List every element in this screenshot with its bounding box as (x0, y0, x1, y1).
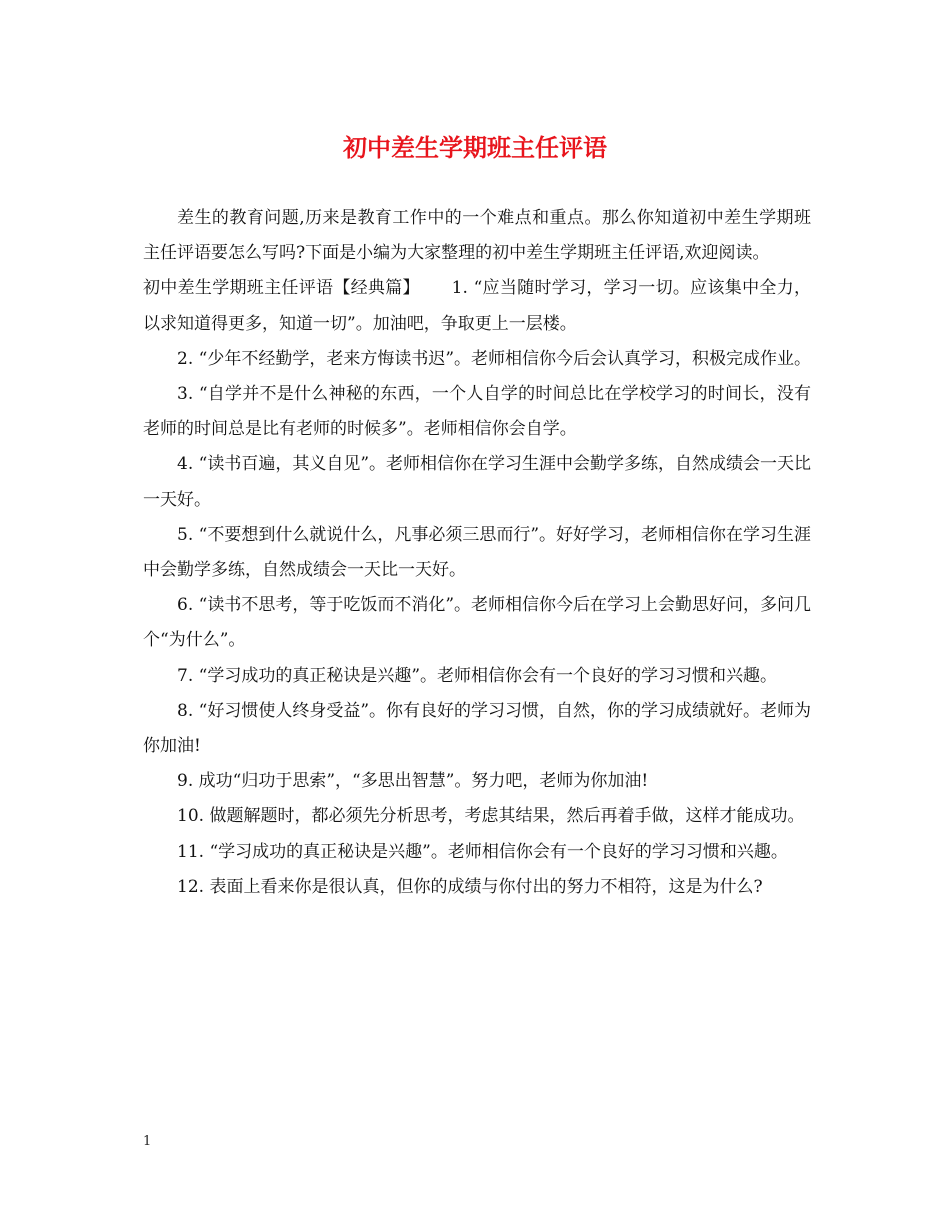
page-number: 1 (143, 1134, 152, 1149)
document-title: 初中差生学期班主任评语 (343, 133, 607, 162)
comment-item-10: 10. 做题解题时，都必须先分析思考，考虑其结果，然后再着手做，这样才能成功。 (177, 806, 805, 827)
comment-item-2: 2. “少年不经勤学，老来方悔读书迟”。老师相信你今后会认真学习，积极完成作业。 (177, 348, 812, 369)
section-heading-paragraph: 初中差生学期班主任评语【经典篇】 1. “应当随时学习，学习一切。应该集中全力，以求知道得更多，知道一切”。加油吧，争取更上一层楼。 (143, 278, 811, 334)
comment-item-11: 11. “学习成功的真正秘诀是兴趣”。老师相信你会有一个良好的学习习惯和兴趣。 (177, 841, 788, 862)
comment-item-8: 8. “好习惯使人终身受益”。你有良好的学习习惯，自然，你的学习成绩就好。老师为你加油! (143, 700, 812, 757)
comment-item-9: 9. 成功“归功于思索”，“多思出智慧”。努力吧，老师为你加油! (177, 771, 649, 792)
comment-item-12: 12. 表面上看来你是很认真，但你的成绩与你付出的努力不相符，这是为什么? (177, 876, 763, 897)
comment-item-7: 7. “学习成功的真正秘诀是兴趣”。老师相信你会有一个良好的学习习惯和兴趣。 (177, 665, 778, 686)
comment-item-6: 6. “读书不思考，等于吃饭而不消化”。老师相信你今后在学习上会勤思好问，多问几个“为什么”。 (143, 595, 812, 651)
document-body (143, 201, 811, 905)
intro-paragraph: 差生的教育问题,历来是教育工作中的一个难点和重点。那么你知道初中差生学期班主任评语要怎么写吗?下面是小编为大家整理的初中差生学期班主任评语,欢迎阅读。 (143, 208, 811, 264)
comment-item-3: 3. “自学并不是什么神秘的东西，一个人自学的时间总比在学校学习的时间长，没有老师的时间总是比有老师的时候多”。老师相信你会自学。 (143, 384, 811, 440)
comment-item-4: 4. “读书百遍，其义自见”。老师相信你在学习生涯中会勤学多练，自然成绩会一天比一天好。 (143, 454, 812, 510)
comment-item-5: 5. “不要想到什么就说什么，凡事必须三思而行”。好好学习，老师相信你在学习生涯中会勤学多练，自然成绩会一天比一天好。 (143, 524, 812, 581)
